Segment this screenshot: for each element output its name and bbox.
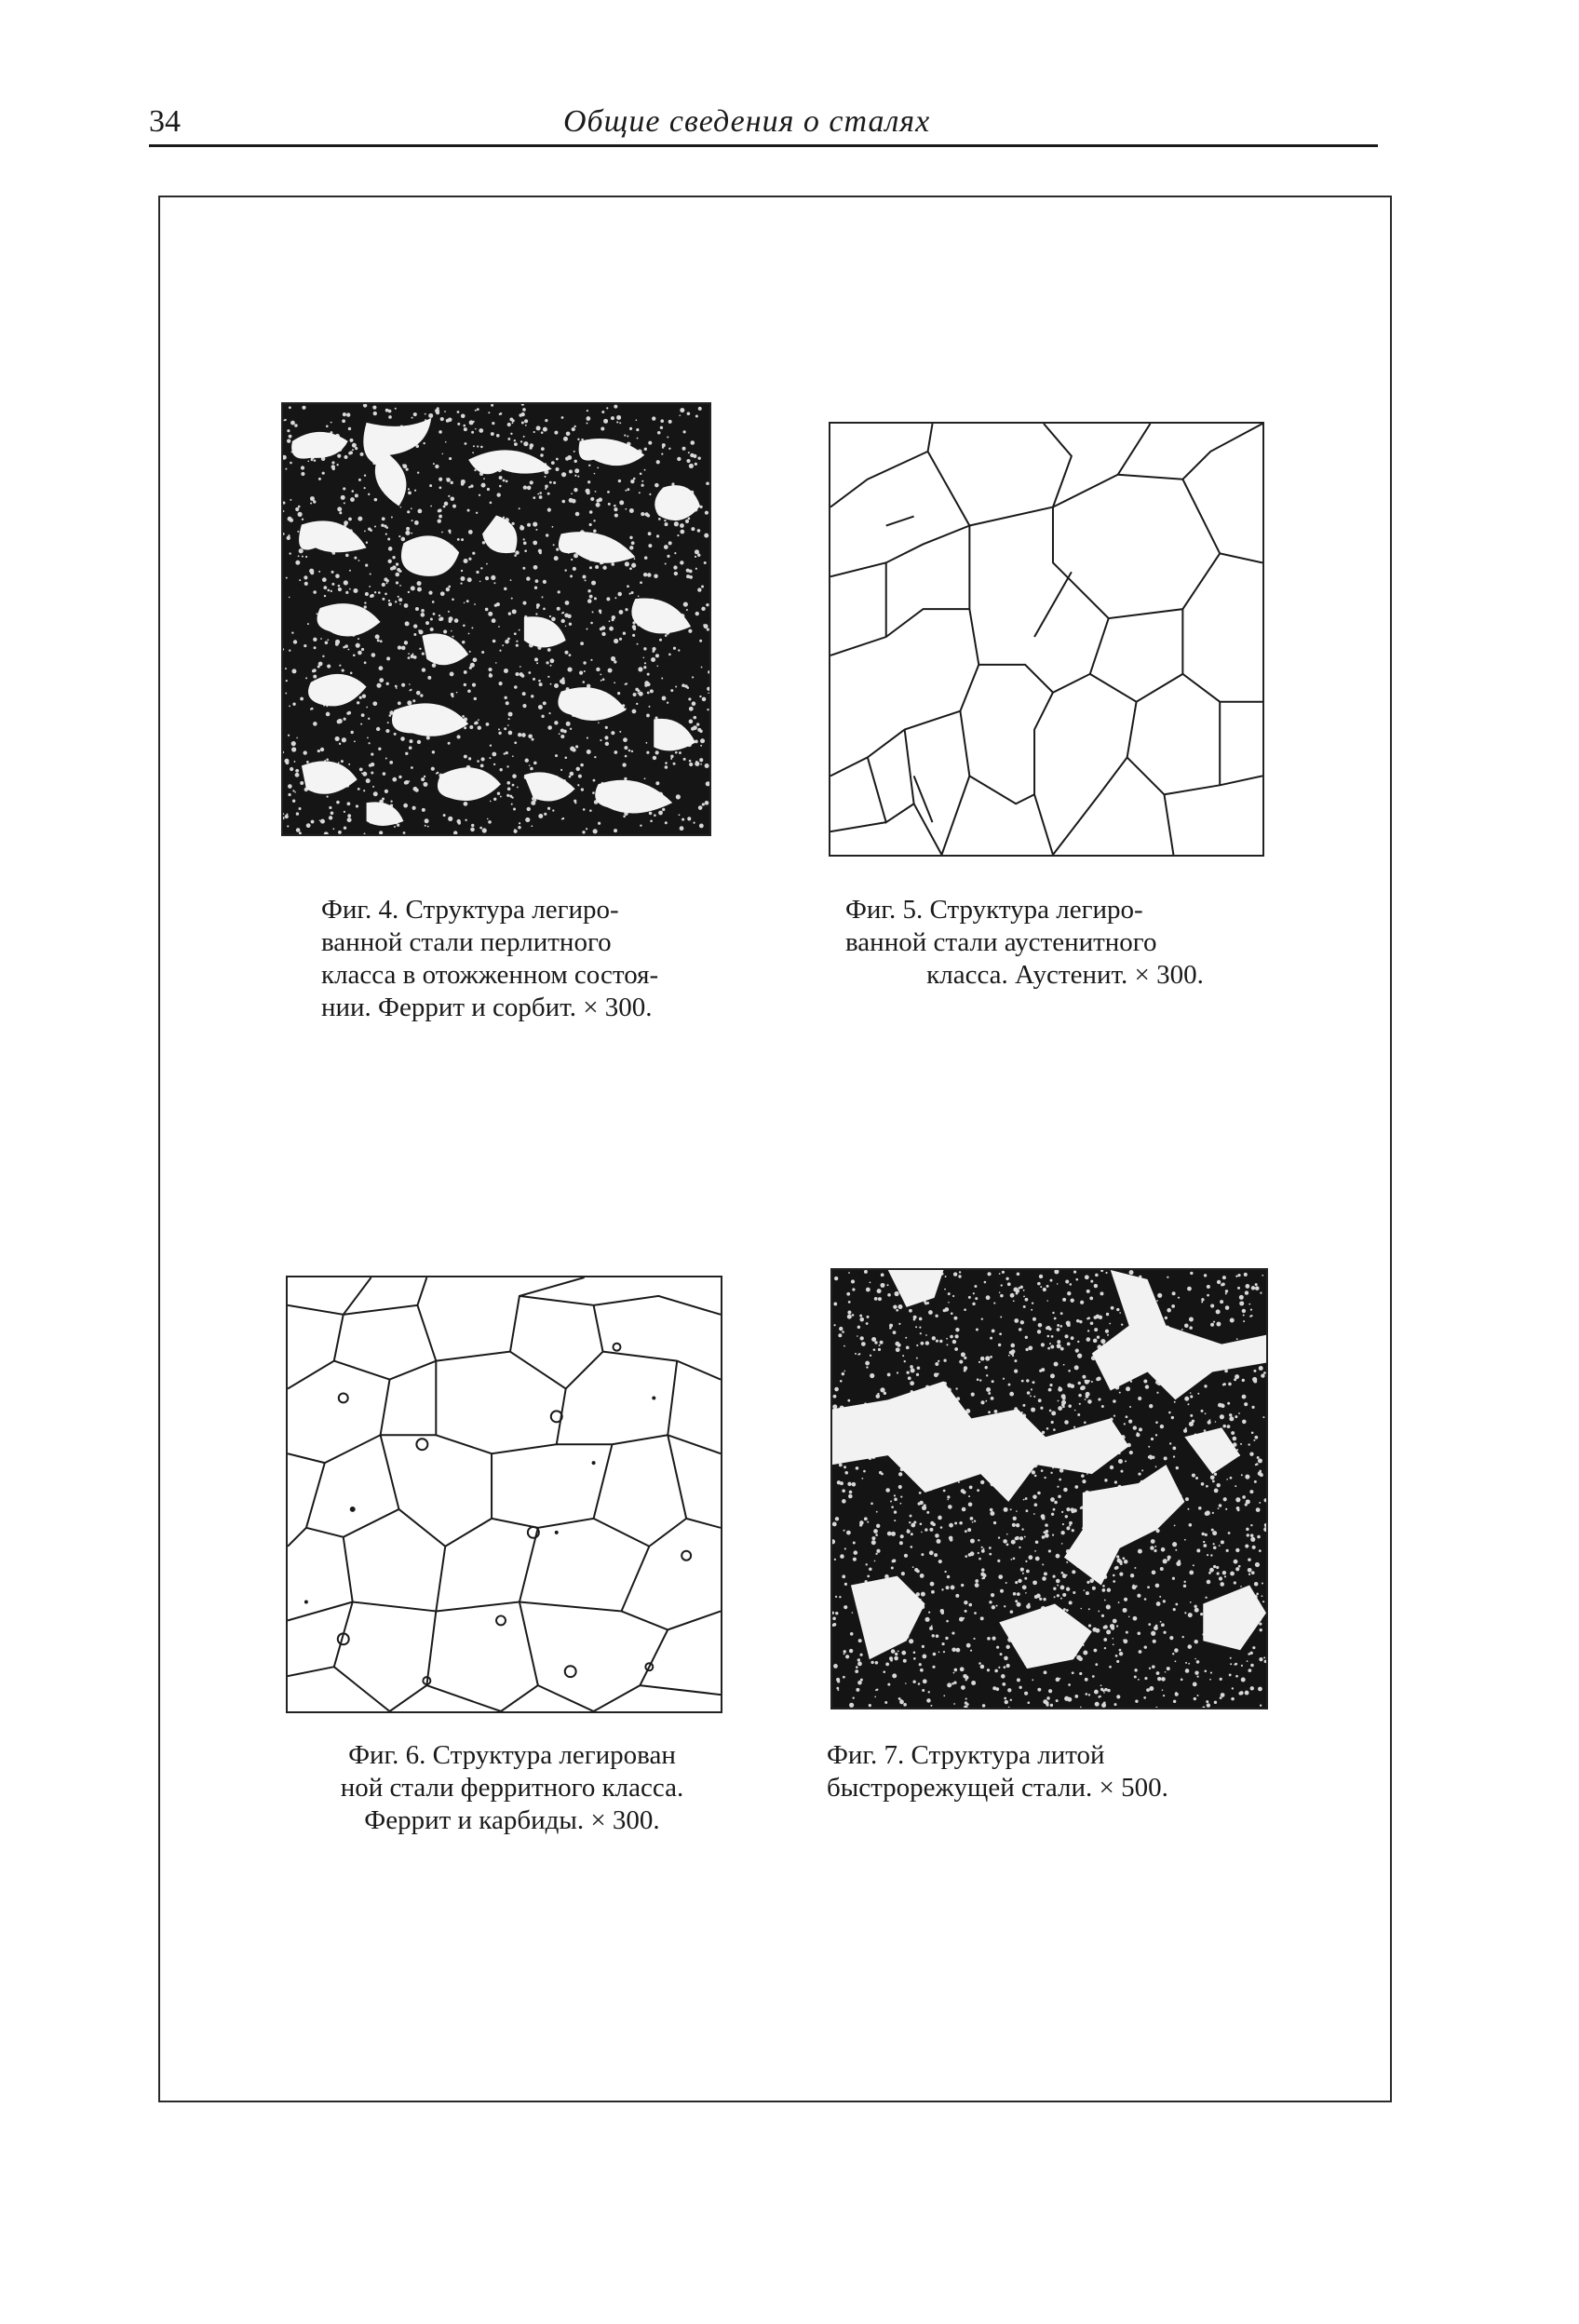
caption-line: Фиг. 6. Структура легирован xyxy=(348,1740,676,1770)
page-header xyxy=(149,104,1378,149)
header-rule xyxy=(149,144,1378,147)
caption-line: ной стали ферритного класса. xyxy=(340,1773,684,1803)
figure-7-micrograph xyxy=(830,1268,1268,1709)
caption-line: ванной стали перлитного xyxy=(321,927,612,957)
figure-5-micrograph xyxy=(829,422,1264,857)
running-title: Общие сведения о сталях xyxy=(563,104,931,139)
caption-line: Фиг. 4. Структура легиро- xyxy=(321,895,619,925)
caption-line: класса в отожженном состоя- xyxy=(321,960,659,990)
caption-line: нии. Феррит и сорбит. × 300. xyxy=(321,993,653,1022)
figure-6-caption xyxy=(289,1739,736,1837)
figure-7-caption xyxy=(827,1739,1277,1804)
page-number: 34 xyxy=(149,104,181,139)
caption-line: Фиг. 7. Структура литой xyxy=(827,1740,1105,1770)
figure-6-micrograph xyxy=(286,1276,722,1713)
figure-4-caption xyxy=(321,894,759,1024)
caption-line: класса. Аустенит. × 300. xyxy=(926,960,1204,990)
figure-4-micrograph xyxy=(281,402,711,836)
caption-line: Фиг. 5. Структура легиро- xyxy=(845,895,1143,925)
caption-line: быстрорежущей стали. × 500. xyxy=(827,1773,1168,1803)
figure-5-caption xyxy=(845,894,1285,992)
caption-line: ванной стали аустенитного xyxy=(845,927,1157,957)
caption-line: Феррит и карбиды. × 300. xyxy=(364,1805,660,1835)
